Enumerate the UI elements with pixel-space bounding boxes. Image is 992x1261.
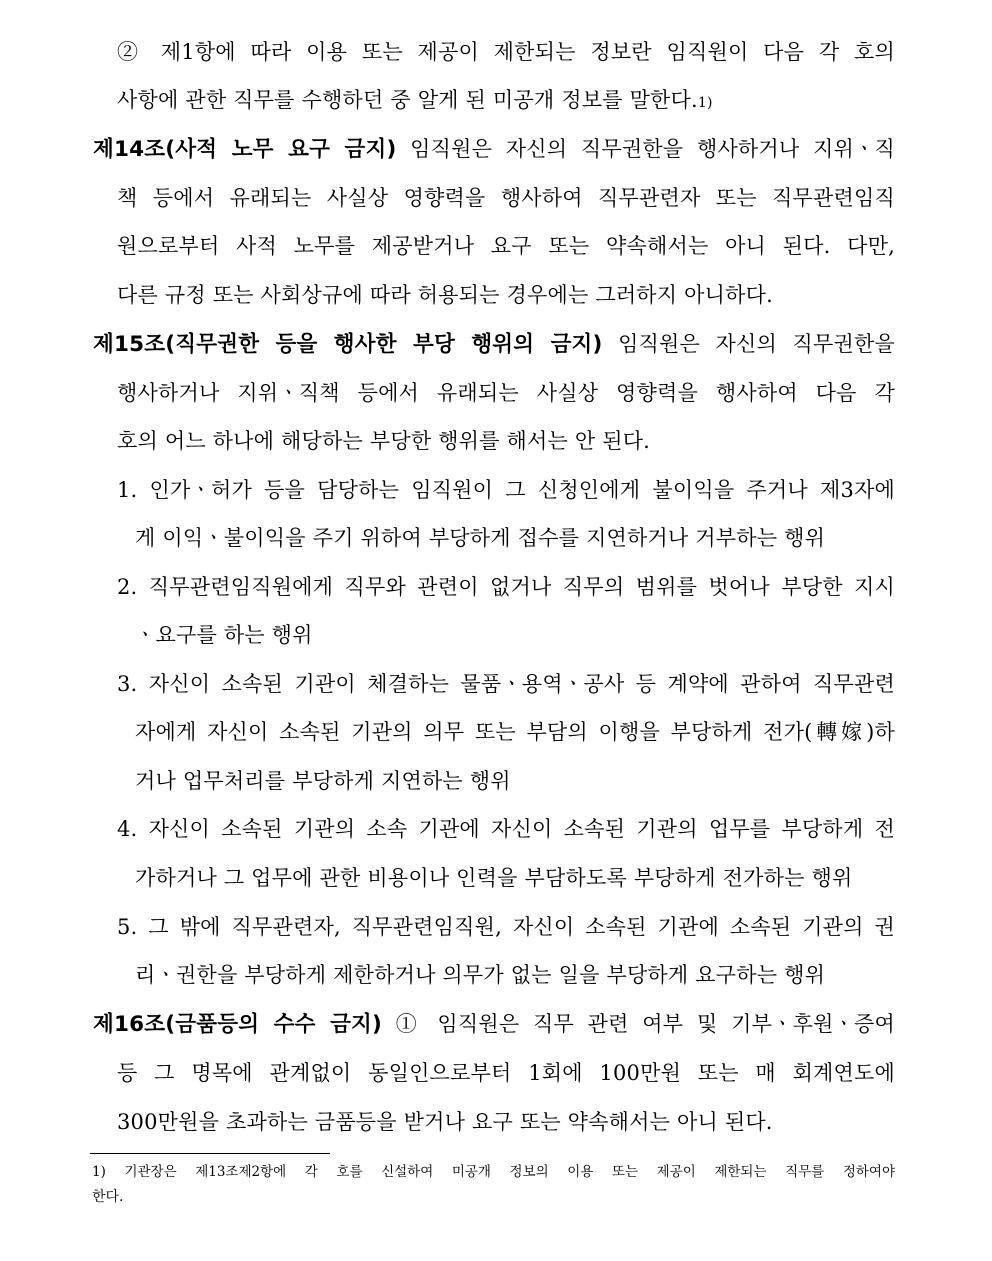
art15-item4-line1: 4. 자신이 소속된 기관의 소속 기관에 자신이 소속된 기관의 업무를 부당하게 전: [117, 817, 895, 841]
footnote-divider: [90, 1153, 330, 1154]
art15-line1-text: 임직원은 자신의 직무권한을: [602, 332, 895, 356]
art16-line1-text: ① 임직원은 직무 관련 여부 및 기부ㆍ후원ㆍ증여: [382, 1012, 896, 1036]
art16-line3: 300만원을 초과하는 금품등을 받거나 요구 또는 약속해서는 아니 된다.: [117, 1110, 773, 1134]
art13-clause2-line2: [117, 86, 713, 117]
art15-item3-line2: 자에게 자신이 소속된 기관의 의무 또는 부담의 이행을 부당하게 전가(轉嫁)하: [135, 720, 895, 744]
footnote-line1: 1) 기관장은 제13조제2항에 각 호를 신설하여 미공개 정보의 이용 또는 제공이 제한되는 직무를 정하여야: [92, 1164, 895, 1180]
art15-line2: 행사하거나 지위ㆍ직책 등에서 유래되는 사실상 영향력을 행사하여 다음 각: [117, 381, 895, 405]
art15-line3: 호의 어느 하나에 해당하는 부당한 행위를 해서는 안 된다.: [117, 429, 651, 453]
art13-clause2-line2-text: 사항에 관한 직무를 수행하던 중 알게 된 미공개 정보를 말한다.: [117, 88, 698, 112]
art14-line1-text: 임직원은 자신의 직무권한을 행사하거나 지위ㆍ직: [396, 137, 895, 161]
art15-item5-line2: 리ㆍ권한을 부당하게 제한하거나 의무가 없는 일을 부당하게 요구하는 행위: [135, 963, 826, 987]
art15-item3-line1: 3. 자신이 소속된 기관이 체결하는 물품ㆍ용역ㆍ공사 등 계약에 관하여 직무관련: [117, 672, 895, 696]
art13-clause2-line1: ② 제1항에 따라 이용 또는 제공이 제한되는 정보란 임직원이 다음 각 호의: [117, 40, 895, 64]
art15-item2-line2: ㆍ요구를 하는 행위: [135, 623, 313, 647]
art16-title: 제16조(금품등의 수수 금지): [93, 1012, 383, 1037]
art16-line2: 등 그 명목에 관계없이 동일인으로부터 1회에 100만원 또는 매 회계연도에: [117, 1061, 895, 1085]
art14-line4: 다른 규정 또는 사회상규에 따라 허용되는 경우에는 그러하지 아니하다.: [117, 283, 773, 307]
art16-line1: [93, 1010, 895, 1039]
art14-title: 제14조(사적 노무 요구 금지): [93, 137, 397, 162]
art15-line1: [93, 330, 895, 359]
art15-title: 제15조(직무권한 등을 행사한 부당 행위의 금지): [93, 332, 603, 357]
art15-item4-line2: 가하거나 그 업무에 관한 비용이나 인력을 부담하도록 부당하게 전가하는 행위: [135, 866, 853, 890]
art14-line3: 원으로부터 사적 노무를 제공받거나 요구 또는 약속해서는 아니 된다. 다만,: [117, 234, 895, 258]
art14-line1: [93, 135, 895, 164]
footnote-ref[interactable]: 1): [697, 95, 713, 111]
art15-item2-line1: 2. 직무관련임직원에게 직무와 관련이 없거나 직무의 범위를 벗어나 부당한 지시: [117, 575, 895, 599]
art15-item3-line3: 거나 업무처리를 부당하게 지연하는 행위: [135, 769, 511, 793]
art14-line2: 책 등에서 유래되는 사실상 영향력을 행사하여 직무관련자 또는 직무관련임직: [117, 186, 895, 210]
art15-item1-line2: 게 이익ㆍ불이익을 주기 위하여 부당하게 접수를 지연하거나 거부하는 행위: [135, 526, 826, 550]
art15-item1-line1: 1. 인가ㆍ허가 등을 담당하는 임직원이 그 신청인에게 불이익을 주거나 제3자에: [117, 478, 895, 502]
art15-item5-line1: 5. 그 밖에 직무관련자, 직무관련임직원, 자신이 소속된 기관에 소속된 기관의 권: [117, 915, 895, 939]
footnote-line2: 한다.: [92, 1189, 124, 1205]
